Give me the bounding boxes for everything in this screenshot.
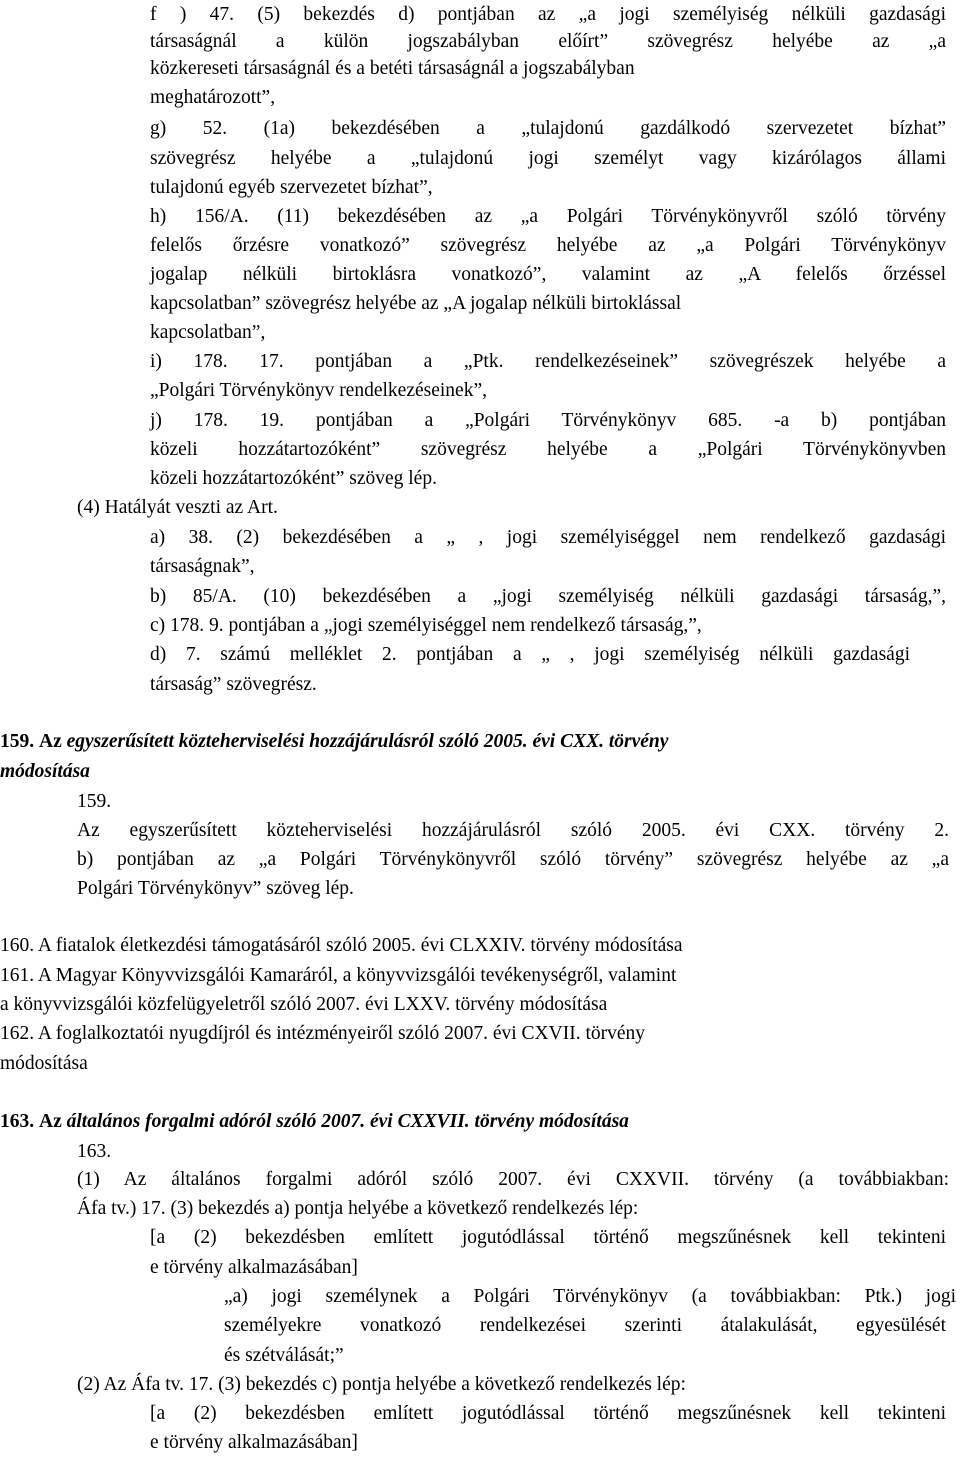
text-line: közeli hozzátartozóként” szöveg lép. [150, 468, 437, 489]
text-line: [a (2) bekezdésben említett jogutódlással történő megszűnésnek kell tekinteni [150, 1227, 946, 1248]
text-line: kapcsolatban”, [150, 322, 266, 343]
text-line: e törvény alkalmazásában] [150, 1257, 358, 1278]
text-line: felelős őrzésre vonatkozó” szövegrész helyébe az „a Polgári Törvénykönyv [150, 235, 946, 256]
text-line: [a (2) bekezdésben említett jogutódlással történő megszűnésnek kell tekinteni [150, 1403, 946, 1424]
text-line: b) 85/A. (10) bekezdésében a „jogi személyiség nélküli gazdasági társaság,”, [150, 586, 946, 607]
section-159-title: egyszerűsített közteherviselési hozzájárulásról szóló 2005. évi CXX. törvény [66, 731, 669, 752]
text-line: h) 156/A. (11) bekezdésében az „a Polgári Törvénykönyvről szóló törvény [150, 206, 946, 227]
text-line: i) 178. 17. pontjában a „Ptk. rendelkezéseinek” szövegrészek helyébe a [150, 351, 946, 372]
section-159-title-prefix: Az [39, 731, 67, 752]
section-159-heading-cont [0, 757, 90, 786]
text-line: 160. A fiatalok életkezdési támogatásáról szóló 2005. évi CLXXIV. törvény módosítása [0, 935, 683, 956]
text-line: 162. A foglalkoztatói nyugdíjról és intézményeiről szóló 2007. évi CXVII. törvény [0, 1023, 646, 1044]
section-159-title-end: módosítása [0, 761, 90, 782]
text-line: jogalap nélküli birtoklásra vonatkozó”, valamint az „A felelős őrzéssel [150, 264, 946, 285]
text-line: c) 178. 9. pontjában a „jogi személyiséggel nem rendelkező társaság,”, [150, 615, 702, 636]
text-line: (4) Hatályát veszti az Art. [77, 497, 278, 518]
text-line: e törvény alkalmazásában] [150, 1432, 358, 1453]
text-line: módosítása [0, 1053, 88, 1074]
text-line: közkereseti társaságnál és a betéti társaságnál a jogszabályban [150, 58, 635, 79]
text-line: j) 178. 19. pontjában a „Polgári Törvénykönyv 685. -a b) pontjában [150, 410, 946, 431]
text-line: kapcsolatban” szövegrész helyébe az „A jogalap nélküli birtoklással [150, 293, 682, 314]
section-159-line-1: Az egyszerűsített közteherviselési hozzájárulásról szóló 2005. évi CXX. törvény 2. [77, 820, 949, 841]
text-line: 161. A Magyar Könyvvizsgálói Kamaráról, a könyvvizsgálói tevékenységről, valamint [0, 965, 677, 986]
text-line: a könyvvizsgálói közfelügyeletről szóló 2007. évi LXXV. törvény módosítása [0, 994, 608, 1015]
text-line: f ) 47. (5) bekezdés d) pontjában az „a jogi személyiség nélküli gazdasági [150, 4, 946, 25]
section-163-number: 163. [0, 1111, 35, 1132]
text-line: és szétválását;” [224, 1345, 344, 1366]
text-line: társaságnak”, [150, 556, 255, 577]
text-line: szövegrész helyébe a „tulajdonú jogi személyt vagy kizárólagos állami [150, 148, 946, 169]
section-159-line-2: b) pontjában az „a Polgári Törvénykönyvről szóló törvény” szövegrész helyébe az „a [77, 849, 949, 870]
text-line: közeli hozzátartozóként” szövegrész helyébe a „Polgári Törvénykönyvben [150, 439, 946, 460]
text-line: meghatározott”, [150, 87, 276, 108]
section-159-sub [77, 787, 111, 816]
text-line: társaságnál a külön jogszabályban előírt” szövegrész helyébe az „a [150, 31, 946, 52]
text-line: „Polgári Törvénykönyv rendelkezéseinek”, [150, 380, 487, 401]
text-line: társaság” szövegrész. [150, 674, 317, 695]
section-163-heading [0, 1107, 629, 1136]
text-line: g) 52. (1a) bekezdésében a „tulajdonú gazdálkodó szervezetet bízhat” [150, 118, 946, 139]
text-line: 163. [77, 1141, 112, 1162]
text-line: a) 38. (2) bekezdésében a „ , jogi személyiséggel nem rendelkező gazdasági [150, 527, 946, 548]
text-line: (1) Az általános forgalmi adóról szóló 2007. évi CXXVII. törvény (a továbbiakban: [77, 1169, 949, 1190]
section-159-number: 159. [0, 731, 35, 752]
section-159-sub-number: 159. [77, 791, 112, 812]
text-line: Polgári Törvénykönyv” szöveg lép. [77, 878, 354, 899]
text-line: tulajdonú egyéb szervezetet bízhat”, [150, 177, 433, 198]
text-line: Áfa tv.) 17. (3) bekezdés a) pontja helyébe a következő rendelkezés lép: [77, 1198, 639, 1219]
section-159-heading [0, 727, 668, 756]
text-line: „a) jogi személynek a Polgári Törvénykönyv (a továbbiakban: Ptk.) jogi [224, 1286, 956, 1307]
section-163-title-prefix: Az [39, 1111, 67, 1132]
text-line: személyekre vonatkozó rendelkezései szerinti átalakulását, egyesülését [224, 1315, 946, 1336]
text-line: d) 7. számú melléklet 2. pontjában a „ , jogi személyiség nélküli gazdasági [150, 644, 910, 665]
text-line: (2) Az Áfa tv. 17. (3) bekezdés c) pontja helyébe a következő rendelkezés lép: [77, 1374, 686, 1395]
section-163-title: általános forgalmi adóról szóló 2007. évi CXXVII. törvény módosítása [66, 1111, 629, 1132]
